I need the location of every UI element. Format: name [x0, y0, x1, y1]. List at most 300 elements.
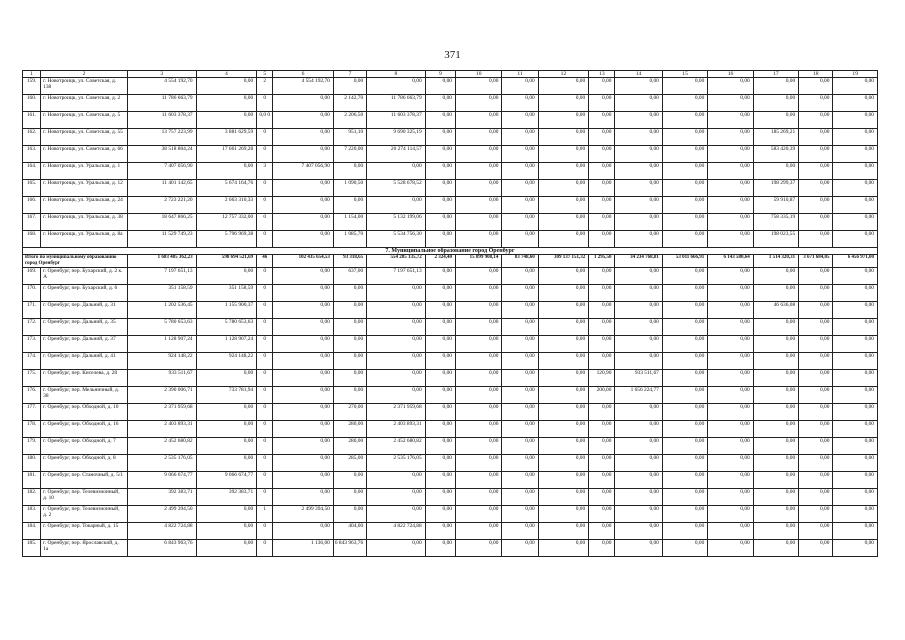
value-cell: 1 155 900,37 [196, 302, 257, 319]
column-number: 1 [23, 71, 41, 78]
value-cell: 0,00 [799, 455, 833, 472]
section-title: 7. Муниципальное образование город Оренбург [23, 248, 878, 255]
value-cell: 0,00 [455, 268, 501, 285]
value-cell: 0,00 [455, 336, 501, 353]
row-number: 173. [23, 336, 41, 353]
value-cell: 0,00 [753, 506, 798, 523]
row-number: 159. [23, 78, 41, 95]
value-cell: 0,00 [615, 231, 662, 248]
total-value-cell: 554 285 135,72 [367, 255, 426, 268]
value-cell: 0,00 [708, 163, 753, 180]
value-cell: 198 023,55 [753, 231, 798, 248]
row-number: 166. [23, 197, 41, 214]
row-number: 175. [23, 370, 41, 387]
page-number: 371 [444, 49, 461, 61]
value-cell: 0,00 [196, 95, 257, 112]
value-cell: 0,00 [615, 319, 662, 336]
value-cell: 2 206,50 [333, 112, 366, 129]
value-cell: 0,00 [833, 540, 878, 557]
value-cell: 0,00 [538, 506, 588, 523]
register-table [22, 70, 878, 557]
value-cell: 0 [257, 231, 273, 248]
value-cell: 0,00 [273, 231, 334, 248]
value-cell: 0,00 [662, 78, 707, 95]
value-cell: 0,00 [833, 336, 878, 353]
value-cell: 2 535 176,05 [367, 455, 426, 472]
value-cell: 0,00 [615, 129, 662, 146]
value-cell: 0,00 [273, 523, 334, 540]
value-cell: 0,00 [455, 540, 501, 557]
value-cell: 0,00 [615, 78, 662, 95]
value-cell: 280,00 [333, 421, 366, 438]
value-cell: 0,00 [615, 523, 662, 540]
value-cell: 0,00 [538, 472, 588, 489]
value-cell: 0,00 [273, 438, 334, 455]
value-cell: 733 781,94 [196, 387, 257, 404]
value-cell: 0,00 [538, 163, 588, 180]
value-cell: 0,00 [502, 455, 538, 472]
value-cell: 38 518 804,24 [127, 146, 196, 163]
value-cell: 0,00 [753, 319, 798, 336]
value-cell: 0,00 [753, 163, 798, 180]
value-cell: 0 [257, 489, 273, 506]
row-number: 177. [23, 404, 41, 421]
value-cell: 0,00 [455, 455, 501, 472]
value-cell: 0,00 [455, 95, 501, 112]
value-cell: 9 066 674,77 [127, 472, 196, 489]
value-cell: 0,00 [589, 404, 615, 421]
value-cell: 0,00 [833, 95, 878, 112]
value-cell: 0,00 [502, 540, 538, 557]
value-cell: 0,00 [708, 472, 753, 489]
value-cell: 0,00 [799, 438, 833, 455]
value-cell: 0,00 [662, 353, 707, 370]
value-cell: 9 066 674,77 [196, 472, 257, 489]
total-value-cell: 2 324,40 [425, 255, 455, 268]
value-cell: 583 420,39 [753, 146, 798, 163]
value-cell: 0,00 [662, 180, 707, 197]
value-cell: 0,00 [708, 404, 753, 421]
value-cell: 0,00 [538, 197, 588, 214]
value-cell: 0,00 [273, 421, 334, 438]
value-cell: 0,00 [753, 387, 798, 404]
value-cell: 0,00 [753, 438, 798, 455]
column-number: 5 [257, 71, 273, 78]
value-cell: 0,00 [538, 180, 588, 197]
value-cell: 0,00 [662, 214, 707, 231]
value-cell: 0,00 [425, 540, 455, 557]
value-cell: 0,00 [833, 197, 878, 214]
value-cell: 5 132 199,06 [367, 214, 426, 231]
value-cell: 20 274 114,57 [367, 146, 426, 163]
value-cell: 59 910,87 [753, 197, 798, 214]
value-cell: 0,00 [333, 472, 366, 489]
value-cell: 0,00 [753, 370, 798, 387]
table-row [23, 472, 878, 489]
value-cell: 1 128 907,24 [196, 336, 257, 353]
value-cell: 0,00 [455, 319, 501, 336]
value-cell: 0,00 [708, 489, 753, 506]
value-cell: 0,00 [367, 302, 426, 319]
address-cell: г. Новотроицк, ул. Советская, д. 2 [41, 95, 128, 112]
value-cell: 0,00 [196, 540, 257, 557]
address-cell: г. Оренбург, пер. Бухарский, д. 2 к. А [41, 268, 128, 285]
value-cell: 0,00 [502, 302, 538, 319]
address-cell: г. Новотроицк, ул. Советская, д. 138 [41, 78, 128, 95]
value-cell: 0,00 [589, 455, 615, 472]
value-cell: 0,00 [425, 370, 455, 387]
value-cell: 0,00 [799, 421, 833, 438]
value-cell: 0,00 [662, 112, 707, 129]
address-cell: г. Оренбург, пер. Бухарский, д. 6 [41, 285, 128, 302]
total-value-cell: 34 234 768,81 [615, 255, 662, 268]
value-cell: 0 [257, 455, 273, 472]
value-cell: 0 [257, 387, 273, 404]
value-cell: 0,00 [799, 214, 833, 231]
value-cell: 0,00 [455, 421, 501, 438]
value-cell: 0,00 [615, 472, 662, 489]
value-cell: 0,00 [273, 214, 334, 231]
value-cell: 0,00 [799, 540, 833, 557]
value-cell: 0,00 [333, 387, 366, 404]
value-cell: 0 [257, 540, 273, 557]
value-cell: 0,00 [833, 404, 878, 421]
value-cell: 0,00 [455, 404, 501, 421]
value-cell: 0,00 [662, 95, 707, 112]
value-cell: 0,00 [615, 336, 662, 353]
value-cell: 0,00 [502, 370, 538, 387]
column-number: 17 [753, 71, 798, 78]
address-cell: г. Оренбург, пер. Ярославский, д. 1а [41, 540, 128, 557]
value-cell: 0,00 [502, 472, 538, 489]
value-cell: 0,00 [455, 489, 501, 506]
value-cell: 0,00 [753, 353, 798, 370]
value-cell: 0,00 [615, 404, 662, 421]
value-cell: 0,00 [708, 336, 753, 353]
value-cell: 0,00 [425, 455, 455, 472]
value-cell: 0,00 [615, 506, 662, 523]
value-cell: 758 335,19 [753, 214, 798, 231]
value-cell: 0,00 [425, 353, 455, 370]
value-cell: 0,00 [367, 472, 426, 489]
value-cell: 11 529 749,23 [127, 231, 196, 248]
address-cell: г. Оренбург, пер. Дальний, д. 41 [41, 353, 128, 370]
value-cell: 0,00 [615, 214, 662, 231]
table-row [23, 302, 878, 319]
value-cell: 0,00 [615, 112, 662, 129]
value-cell: 0,00 [502, 95, 538, 112]
value-cell: 1 656 224,77 [615, 387, 662, 404]
value-cell: 0,00 [799, 336, 833, 353]
value-cell: 0,00 [833, 387, 878, 404]
row-number: 180. [23, 455, 41, 472]
value-cell: 0,00 [455, 146, 501, 163]
value-cell: 0,00 [708, 302, 753, 319]
value-cell: 0,00 [615, 95, 662, 112]
value-cell: 0,00 [425, 421, 455, 438]
value-cell: 0,00 [502, 129, 538, 146]
value-cell: 0,00 [333, 489, 366, 506]
address-cell: г. Новотроицк, ул. Уральская, д. 8а [41, 231, 128, 248]
column-number: 3 [127, 71, 196, 78]
value-cell: 0 [257, 404, 273, 421]
row-number: 164. [23, 163, 41, 180]
value-cell: 0,00 [538, 387, 588, 404]
value-cell: 3 881 629,59 [196, 129, 257, 146]
value-cell: 0 [257, 95, 273, 112]
value-cell: 0 [257, 472, 273, 489]
value-cell: 6 843 963,76 [333, 540, 366, 557]
table-row [23, 353, 878, 370]
value-cell: 0,00 [589, 214, 615, 231]
value-cell: 0,00 [833, 146, 878, 163]
value-cell: 0,00 [662, 336, 707, 353]
value-cell: 0,00 [662, 163, 707, 180]
value-cell: 351 158,59 [127, 285, 196, 302]
value-cell: 0,00 [502, 336, 538, 353]
value-cell: 11 603 378,37 [367, 112, 426, 129]
value-cell: 2 390 006,71 [127, 387, 196, 404]
value-cell: 0,00 [425, 387, 455, 404]
value-cell: 5 534 756,30 [367, 231, 426, 248]
address-cell: г. Оренбург, пер. Дальний, д. 35 [41, 319, 128, 336]
value-cell: 4 554 192,70 [273, 78, 334, 95]
value-cell: 0,00 [708, 268, 753, 285]
table-row [23, 370, 878, 387]
value-cell: 0,00 [589, 336, 615, 353]
value-cell: 0,00 [708, 95, 753, 112]
value-cell: 0,00 [799, 129, 833, 146]
value-cell: 0,00 [708, 197, 753, 214]
value-cell: 0,00 [425, 214, 455, 231]
value-cell: 0,00 [662, 472, 707, 489]
value-cell: 0,00 [455, 523, 501, 540]
table-body [23, 71, 878, 557]
value-cell: 0,00 [589, 489, 615, 506]
address-cell: г. Новотроицк, ул. Советская, д. 5 [41, 112, 128, 129]
address-cell: г. Оренбург, пер. Обходной, д. 10 [41, 404, 128, 421]
value-cell: 0,00 [708, 214, 753, 231]
value-cell: 3 [257, 163, 273, 180]
total-value-cell: 3 671 684,05 [799, 255, 833, 268]
value-cell: 0,00 [425, 95, 455, 112]
row-number: 165. [23, 180, 41, 197]
value-cell: 11 786 663,79 [367, 95, 426, 112]
value-cell: 1 085,70 [333, 231, 366, 248]
value-cell: 0,00 [753, 268, 798, 285]
value-cell: 0,00 [273, 353, 334, 370]
value-cell: 5 528 678,52 [367, 180, 426, 197]
row-number: 183. [23, 506, 41, 523]
value-cell: 0,00 [615, 163, 662, 180]
value-cell: 0 [257, 285, 273, 302]
address-cell: г. Оренбург, пер. Токарный, д. 15 [41, 523, 128, 540]
value-cell: 0,00 [367, 78, 426, 95]
value-cell: 0,00 [589, 540, 615, 557]
value-cell: 0,00 [589, 472, 615, 489]
value-cell: 1 [257, 506, 273, 523]
value-cell: 0,00 [662, 540, 707, 557]
value-cell: 0,00 [502, 285, 538, 302]
value-cell: 0,00 [196, 455, 257, 472]
column-number: 7 [333, 71, 366, 78]
value-cell: 0,00 [799, 472, 833, 489]
value-cell: 0,00 [425, 163, 455, 180]
value-cell: 0,00 [708, 353, 753, 370]
value-cell: 0,00 [708, 523, 753, 540]
value-cell: 0,00 [425, 319, 455, 336]
value-cell: 0 [257, 319, 273, 336]
total-label: Итого по муниципальному образованию город Оренбург [23, 255, 128, 268]
value-cell: 0,00 [615, 180, 662, 197]
row-number: 160. [23, 95, 41, 112]
value-cell: 0,00 [662, 268, 707, 285]
value-cell: 0,0 0 [257, 112, 273, 129]
value-cell: 0,00 [333, 302, 366, 319]
value-cell: 0,00 [538, 214, 588, 231]
value-cell: 0,00 [833, 78, 878, 95]
value-cell: 0,00 [615, 421, 662, 438]
value-cell: 0,00 [273, 95, 334, 112]
value-cell: 0,00 [538, 438, 588, 455]
value-cell: 0,00 [455, 472, 501, 489]
value-cell: 933 511,67 [615, 370, 662, 387]
value-cell: 0,00 [455, 438, 501, 455]
address-cell: г. Оренбург, пер. Телевизионный, д. 2 [41, 506, 128, 523]
value-cell: 2 403 893,31 [367, 421, 426, 438]
address-cell: г. Новотроицк, ул. Уральская, д. 12 [41, 180, 128, 197]
value-cell: 0 [257, 129, 273, 146]
value-cell: 270,00 [333, 404, 366, 421]
value-cell: 0,00 [455, 163, 501, 180]
value-cell: 2 663 310,33 [196, 197, 257, 214]
value-cell: 0,00 [196, 506, 257, 523]
value-cell: 0,00 [273, 336, 334, 353]
value-cell: 0,00 [502, 319, 538, 336]
value-cell: 0,00 [425, 285, 455, 302]
value-cell: 0,00 [833, 319, 878, 336]
table-row [23, 438, 878, 455]
value-cell: 2 [257, 78, 273, 95]
value-cell: 0,00 [589, 112, 615, 129]
row-number: 162. [23, 129, 41, 146]
value-cell: 5 674 164,76 [196, 180, 257, 197]
table-row [23, 197, 878, 214]
value-cell: 5 796 969,38 [196, 231, 257, 248]
value-cell: 0,00 [425, 146, 455, 163]
total-value-cell: 15 899 908,14 [455, 255, 501, 268]
value-cell: 404,00 [333, 523, 366, 540]
value-cell: 0,00 [538, 129, 588, 146]
value-cell: 0,00 [662, 197, 707, 214]
value-cell: 0,00 [833, 489, 878, 506]
table-row [23, 146, 878, 163]
value-cell: 1 090,50 [333, 180, 366, 197]
value-cell: 4 822 724,88 [127, 523, 196, 540]
value-cell: 0,00 [425, 336, 455, 353]
value-cell: 0,00 [589, 231, 615, 248]
address-cell: г. Оренбург, пер. Киселева, д. 28 [41, 370, 128, 387]
address-cell: г. Новотроицк, ул. Уральская, д. 1 [41, 163, 128, 180]
row-number: 184. [23, 523, 41, 540]
table-row [23, 404, 878, 421]
row-number: 185. [23, 540, 41, 557]
value-cell: 0,00 [662, 455, 707, 472]
value-cell: 0,00 [425, 438, 455, 455]
value-cell: 0,00 [455, 112, 501, 129]
value-cell: 0,00 [502, 421, 538, 438]
value-cell: 0,00 [615, 197, 662, 214]
row-number: 178. [23, 421, 41, 438]
value-cell: 0,00 [615, 302, 662, 319]
value-cell: 0,00 [273, 319, 334, 336]
value-cell: 0,00 [196, 523, 257, 540]
value-cell: 2 535 176,05 [127, 455, 196, 472]
value-cell: 0,00 [502, 353, 538, 370]
value-cell: 0,00 [799, 319, 833, 336]
table-row [23, 163, 878, 180]
value-cell: 0,00 [589, 285, 615, 302]
value-cell: 0,00 [753, 285, 798, 302]
value-cell: 0,00 [708, 421, 753, 438]
value-cell: 0,00 [753, 540, 798, 557]
value-cell: 0,00 [455, 78, 501, 95]
value-cell: 0,00 [589, 95, 615, 112]
value-cell: 0,00 [273, 489, 334, 506]
value-cell: 0,00 [196, 370, 257, 387]
value-cell: 0 [257, 438, 273, 455]
value-cell: 0,00 [753, 489, 798, 506]
value-cell: 0,00 [502, 180, 538, 197]
value-cell: 2 371 959,68 [127, 404, 196, 421]
address-cell: г. Оренбург, пер. Дальний, д. 37 [41, 336, 128, 353]
value-cell: 0,00 [538, 231, 588, 248]
value-cell: 0,00 [799, 285, 833, 302]
row-number: 161. [23, 112, 41, 129]
value-cell: 17 661 269,28 [196, 146, 257, 163]
value-cell: 0,00 [708, 540, 753, 557]
value-cell: 5 780 653,63 [127, 319, 196, 336]
value-cell: 0,00 [538, 523, 588, 540]
value-cell: 0,00 [502, 197, 538, 214]
value-cell: 0 [257, 370, 273, 387]
value-cell: 0,00 [538, 112, 588, 129]
row-number: 172. [23, 319, 41, 336]
value-cell: 0,00 [753, 421, 798, 438]
table-row [23, 540, 878, 557]
value-cell: 0,00 [589, 78, 615, 95]
value-cell: 0,00 [333, 163, 366, 180]
value-cell: 0,00 [799, 370, 833, 387]
value-cell: 637,00 [333, 268, 366, 285]
value-cell: 0,00 [538, 404, 588, 421]
value-cell: 0,00 [662, 129, 707, 146]
total-value-cell: 93 318,65 [333, 255, 366, 268]
value-cell: 0,00 [502, 404, 538, 421]
value-cell: 0,00 [196, 438, 257, 455]
value-cell: 392 383,71 [196, 489, 257, 506]
value-cell: 0,00 [196, 404, 257, 421]
value-cell: 0,00 [833, 506, 878, 523]
value-cell: 0,00 [367, 285, 426, 302]
total-value-cell: 1 295,50 [589, 255, 615, 268]
value-cell: 0,00 [502, 268, 538, 285]
value-cell: 0,00 [425, 197, 455, 214]
value-cell: 0 [257, 523, 273, 540]
value-cell: 7 407 056,90 [127, 163, 196, 180]
value-cell: 0,00 [662, 146, 707, 163]
value-cell: 0,00 [708, 319, 753, 336]
